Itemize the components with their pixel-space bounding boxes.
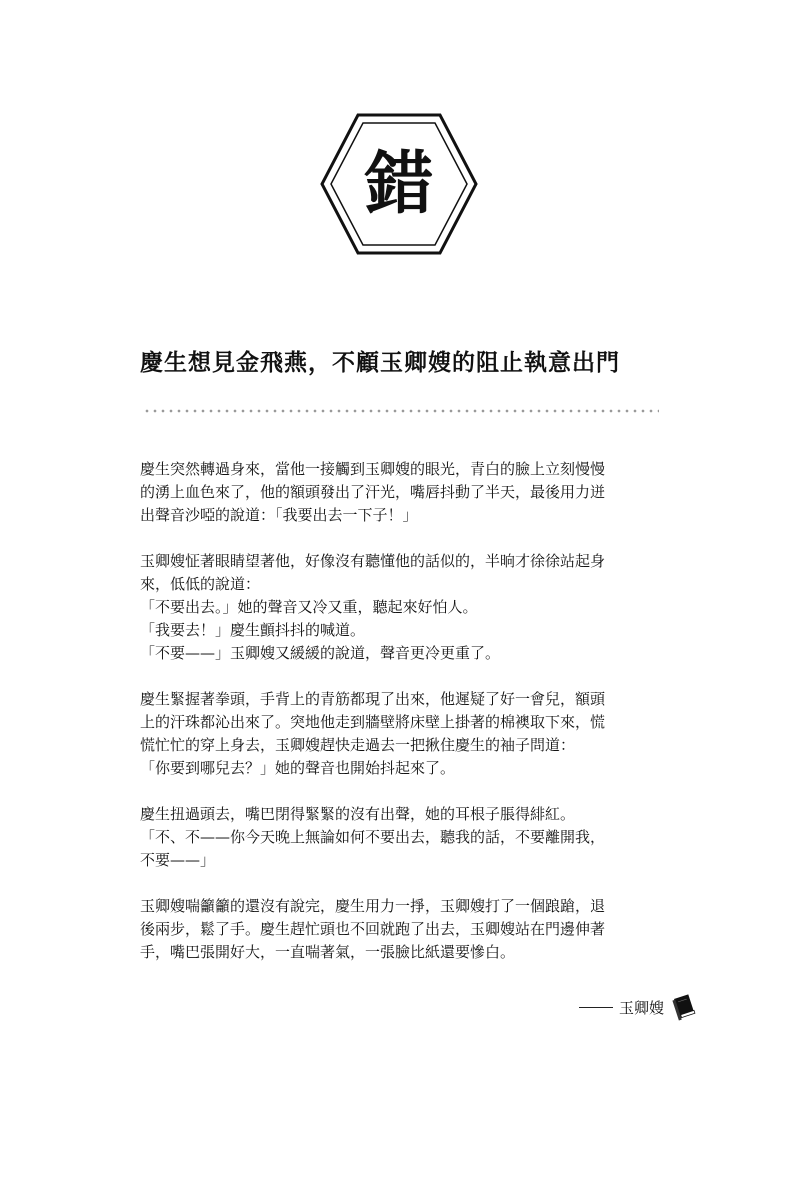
text-line: 「不要出去。」她的聲音又冷又重，聽起來好怕人。 bbox=[140, 598, 478, 616]
source-title: 玉卿嫂 bbox=[618, 998, 664, 1017]
text-line: 手，嘴巴張開好大，一直喘著氣，一張臉比紙還要慘白。 bbox=[140, 943, 516, 961]
source-attribution bbox=[540, 992, 700, 1022]
body-text bbox=[140, 458, 664, 987]
text-line: 不要——」 bbox=[140, 851, 216, 869]
text-line: 「你要到哪兒去？」她的聲音也開始抖起來了。 bbox=[140, 759, 456, 777]
chapter-headline: 慶生想見金飛燕，不顧玉卿嫂的阻止執意出門 bbox=[140, 349, 620, 376]
text-line: 慶生突然轉過身來，當他一接觸到玉卿嫂的眼光，青白的臉上立刻慢慢 bbox=[140, 460, 606, 478]
text-line: 上的汗珠都沁出來了。突地他走到牆壁將床壁上掛著的棉襖取下來，慌 bbox=[140, 713, 606, 731]
paragraph bbox=[140, 458, 664, 527]
text-line: 「不、不——你今天晚上無論如何不要出去，聽我的話，不要離開我， bbox=[140, 828, 606, 846]
paragraph bbox=[140, 550, 664, 665]
text-line: 慶生緊握著拳頭，手背上的青筋都現了出來，他遲疑了好一會兒，額頭 bbox=[140, 690, 606, 708]
attribution-dash bbox=[579, 1007, 613, 1008]
text-line: 出聲音沙啞的說道：「我要出去一下子！」 bbox=[140, 506, 418, 524]
text-line: 後兩步，鬆了手。慶生趕忙頭也不回就跑了出去，玉卿嫂站在門邊伸著 bbox=[140, 920, 606, 938]
paragraph bbox=[140, 803, 664, 872]
book-icon bbox=[670, 992, 700, 1022]
text-line: 慌忙忙的穿上身去，玉卿嫂趕快走過去一把揪住慶生的袖子問道： bbox=[140, 736, 576, 754]
text-line: 來，低低的說道： bbox=[140, 575, 261, 593]
text-line: 玉卿嫂喘籲籲的還沒有說完，慶生用力一掙，玉卿嫂打了一個踉蹌，退 bbox=[140, 897, 606, 915]
dotted-divider bbox=[143, 408, 659, 414]
text-line: 的湧上血色來了，他的額頭發出了汗光，嘴唇抖動了半天，最後用力迸 bbox=[140, 483, 606, 501]
text-line: 「我要去！」慶生顫抖抖的喊道。 bbox=[140, 621, 366, 639]
paragraph bbox=[140, 688, 664, 780]
emblem-character: 錯 bbox=[364, 144, 433, 224]
paragraph bbox=[140, 895, 664, 964]
text-line: 玉卿嫂怔著眼睛望著他，好像沒有聽懂他的話似的，半晌才徐徐站起身 bbox=[140, 552, 606, 570]
text-line: 慶生扭過頭去，嘴巴閉得緊緊的沒有出聲，她的耳根子脹得緋紅。 bbox=[140, 805, 576, 823]
emblem-hexagon bbox=[318, 112, 480, 256]
text-line: 「不要——」玉卿嫂又緩緩的說道，聲音更冷更重了。 bbox=[140, 644, 501, 662]
